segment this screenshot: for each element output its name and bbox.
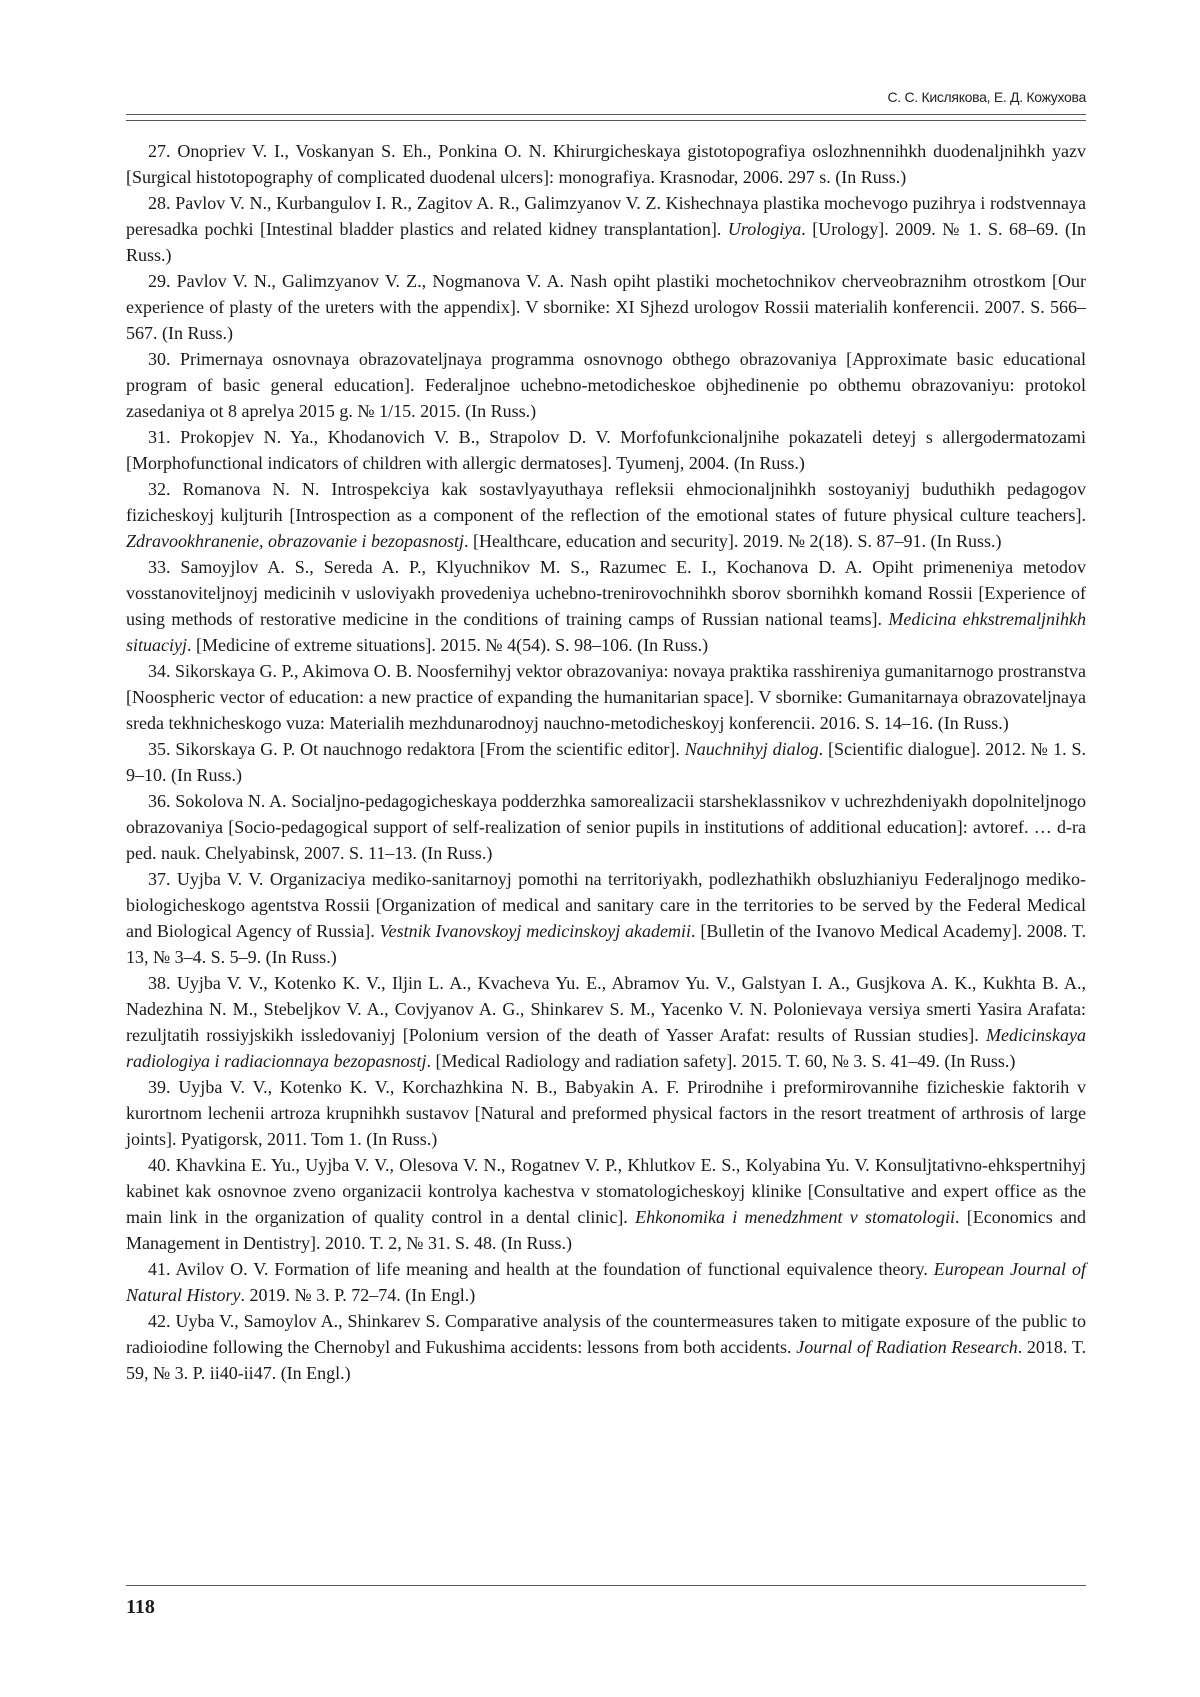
- reference-entry: [126, 970, 1086, 1074]
- reference-text: Sikorskaya G. P. Ot nauchnogo redaktora [From the scientific editor].: [175, 739, 685, 759]
- reference-source-title: European Journal of Natural History: [126, 1259, 1086, 1305]
- reference-source-title: Medicina ehkstremaljnihkh situaciyj: [126, 609, 1086, 655]
- reference-text: Khavkina E. Yu., Uyjba V. V., Olesova V. N., Rogatnev V. P., Khlutkov E. S., Kolyabina Yu. V. Konsuljtativno-ehkspertnihyj kabinet kak osnovnoe zveno organizacii kontrolya kachestva v stomatologicheskoyj klinike [Consultative and expert office as the main link in the organization of quality control in a dental clinic].: [126, 1155, 1086, 1227]
- reference-text: . 2019. № 3. P. 72–74. (In Engl.): [240, 1285, 476, 1305]
- running-header-authors: С. С. Кислякова, Е. Д. Кожухова: [887, 89, 1086, 105]
- reference-text: . 2018. T. 59, № 3. P. ii40-ii47. (In Engl.): [126, 1337, 1086, 1383]
- reference-number: 36.: [148, 791, 171, 811]
- reference-number: 29.: [148, 271, 171, 291]
- reference-text: Pavlov V. N., Galimzyanov V. Z., Nogmanova V. A. Nash opiht plastiki mochetochnikov cherveobraznihm otrostkom [Our experience of plasty of the ureters with the appendix]. V sbornike: XI Sjhezd urologov Rossii materialih konferencii. 2007. S. 566–567. (In Russ.): [126, 271, 1087, 343]
- header-double-rule: [126, 114, 1086, 121]
- reference-text: Primernaya osnovnaya obrazovateljnaya programma osnovnogo obthego obrazovaniya [Approximate basic educational program of basic general education]. Federaljnoe uchebno-metodicheskoe objhedinenie po obthemu obrazovaniyu: protokol zasedaniya ot 8 aprelya 2015 g. № 1/15. 2015. (In Russ.): [126, 349, 1087, 421]
- reference-text: Uyjba V. V. Organizaciya mediko-sanitarnoyj pomothi na territoriyakh, podlezhathikh obsluzhianiyu Federaljnogo mediko-biologicheskogo agentstva Rossii [Organization of medical and sanitary care in the territories to be served by the Federal Medical and Biological Agency of Russia].: [126, 869, 1086, 941]
- reference-entry: [126, 1308, 1086, 1386]
- reference-entry: [126, 736, 1086, 788]
- reference-text: Sikorskaya G. P., Akimova O. B. Noosfernihyj vektor obrazovaniya: novaya praktika rasshireniya gumanitarnogo prostranstva [Noospheric vector of education: a new practice of expanding the humanitarian space]. V sbornike: Gumanitarnaya obrazovateljnaya sreda tekhnicheskogo vuza: Materialih mezhdunarodnoyj nauchno-metodicheskoyj konferencii. 2016. S. 14–16. (In Russ.): [126, 661, 1086, 733]
- reference-entry: [126, 476, 1086, 554]
- reference-text: Onopriev V. I., Voskanyan S. Eh., Ponkina O. N. Khirurgicheskaya gistotopografiya oslozhnennihkh duodenaljnihkh yazv [Surgical histotopography of complicated duodenal ulcers]: monografiya. Krasnodar, 2006. 297 s. (In Russ.): [126, 141, 1086, 187]
- reference-text: . [Medicine of extreme situations]. 2015. № 4(54). S. 98–106. (In Russ.): [187, 635, 709, 655]
- reference-entry: [126, 1152, 1086, 1256]
- reference-entry: [126, 424, 1086, 476]
- reference-number: 30.: [148, 349, 171, 369]
- reference-number: 37.: [148, 869, 171, 889]
- reference-entry: [126, 658, 1086, 736]
- reference-entry: [126, 788, 1086, 866]
- reference-text: Uyjba V. V., Kotenko K. V., Korchazhkina N. B., Babyakin A. F. Prirodnihe i preformirovannihe fizicheskie faktorih v kurortnom lechenii artroza krupnihkh sustavov [Natural and preformed physical factors in the resort treatment of arthrosis of large joints]. Pyatigorsk, 2011. Tom 1. (In Russ.): [126, 1077, 1086, 1149]
- reference-source-title: Vestnik Ivanovskoyj medicinskoyj akademii: [379, 921, 692, 941]
- reference-entry: [126, 554, 1086, 658]
- reference-number: 33.: [148, 557, 171, 577]
- reference-source-title: Ehkonomika i menedzhment v stomatologii: [635, 1207, 956, 1227]
- reference-entry: [126, 346, 1086, 424]
- reference-entry: [126, 1256, 1086, 1308]
- reference-text: . [Healthcare, education and security]. 2019. № 2(18). S. 87–91. (In Russ.): [463, 531, 1002, 551]
- reference-number: 38.: [148, 973, 171, 993]
- reference-number: 28.: [148, 193, 171, 213]
- reference-text: . [Bulletin of the Ivanovo Medical Academy]. 2008. T. 13, № 3–4. S. 5–9. (In Russ.): [126, 921, 1086, 967]
- reference-text: Pavlov V. N., Kurbangulov I. R., Zagitov A. R., Galimzyanov V. Z. Kishechnaya plastika mochevogo puzihrya i rodstvennaya peresadka pochki [Intestinal bladder plastics and related kidney transplantation].: [126, 193, 1087, 239]
- page-number: 118: [126, 1596, 155, 1618]
- footer-rule: [126, 1585, 1086, 1586]
- reference-source-title: Urologiya: [727, 219, 802, 239]
- reference-text: Uyba V., Samoylov A., Shinkarev S. Comparative analysis of the countermeasures taken to mitigate exposure of the public to radioiodine following the Chernobyl and Fukushima accidents: lessons from both accidents.: [126, 1311, 1087, 1357]
- reference-entry: [126, 138, 1086, 190]
- reference-number: 39.: [148, 1077, 171, 1097]
- reference-entry: [126, 866, 1086, 970]
- reference-text: . [Medical Radiology and radiation safety]. 2015. T. 60, № 3. S. 41–49. (In Russ.): [426, 1051, 1016, 1071]
- reference-text: Samoyjlov A. S., Sereda A. P., Klyuchnikov M. S., Razumec E. I., Kochanova D. A. Opiht primeneniya metodov vosstanoviteljnoyj medicinih v usloviyakh provedeniya uchebno-trenirovochnihkh sborov sbornihkh komand Rossii [Experience of using methods of restorative medicine in the conditions of training camps of Russian national teams].: [126, 557, 1086, 629]
- reference-source-title: Nauchnihyj dialog: [684, 739, 819, 759]
- reference-source-title: Medicinskaya radiologiya i radiacionnaya bezopasnostj: [126, 1025, 1086, 1071]
- reference-number: 27.: [148, 141, 171, 161]
- reference-number: 31.: [148, 427, 171, 447]
- reference-list: [126, 138, 1086, 1386]
- reference-text: . [Economics and Management in Dentistry]. 2010. T. 2, № 31. S. 48. (In Russ.): [126, 1207, 1086, 1253]
- reference-entry: [126, 1074, 1086, 1152]
- reference-source-title: Journal of Radiation Research: [796, 1337, 1018, 1357]
- reference-text: . [Scientific dialogue]. 2012. № 1. S. 9–10. (In Russ.): [126, 739, 1086, 785]
- reference-text: . [Urology]. 2009. № 1. S. 68–69. (In Russ.): [126, 219, 1087, 265]
- reference-number: 40.: [148, 1155, 171, 1175]
- reference-text: Uyjba V. V., Kotenko K. V., Iljin L. A., Kvacheva Yu. E., Abramov Yu. V., Galstyan I. A., Gusjkova A. K., Kukhta B. A., Nadezhina N. M., Stebeljkov V. A., Covjyanov A. G., Shinkarev S. M., Yacenko V. N. Polonievaya versiya smerti Yasira Arafata: rezuljtatih rossiyjskikh issledovaniyj [Polonium version of the death of Yasser Arafat: results of Russian studies].: [126, 973, 1086, 1045]
- reference-text: Avilov O. V. Formation of life meaning and health at the foundation of functional equivalence theory.: [175, 1259, 934, 1279]
- reference-text: Sokolova N. A. Socialjno-pedagogicheskaya podderzhka samorealizacii starsheklassnikov v uchrezhdeniyakh dopolniteljnogo obrazovaniya [Socio-pedagogical support of self-realization of senior pupils in institutions of additional education]: avtoref. … d-ra ped. nauk. Chelyabinsk, 2007. S. 11–13. (In Russ.): [126, 791, 1087, 863]
- reference-number: 35.: [148, 739, 171, 759]
- reference-text: Prokopjev N. Ya., Khodanovich V. B., Strapolov D. V. Morfofunkcionaljnihe pokazateli deteyj s allergodermatozami [Morphofunctional indicators of children with allergic dermatoses]. Tyumenj, 2004. (In Russ.): [126, 427, 1086, 473]
- reference-number: 32.: [148, 479, 171, 499]
- reference-number: 34.: [148, 661, 171, 681]
- reference-entry: [126, 190, 1086, 268]
- reference-source-title: Zdravookhranenie, obrazovanie i bezopasnostj: [126, 531, 464, 551]
- reference-number: 42.: [148, 1311, 171, 1331]
- reference-text: Romanova N. N. Introspekciya kak sostavlyayuthaya refleksii ehmocionaljnihkh sostoyaniyj buduthikh pedagogov fizicheskoyj kuljturih [Introspection as a component of the reflection of the emotional states of future physical culture teachers].: [126, 479, 1086, 525]
- reference-number: 41.: [148, 1259, 171, 1279]
- reference-entry: [126, 268, 1086, 346]
